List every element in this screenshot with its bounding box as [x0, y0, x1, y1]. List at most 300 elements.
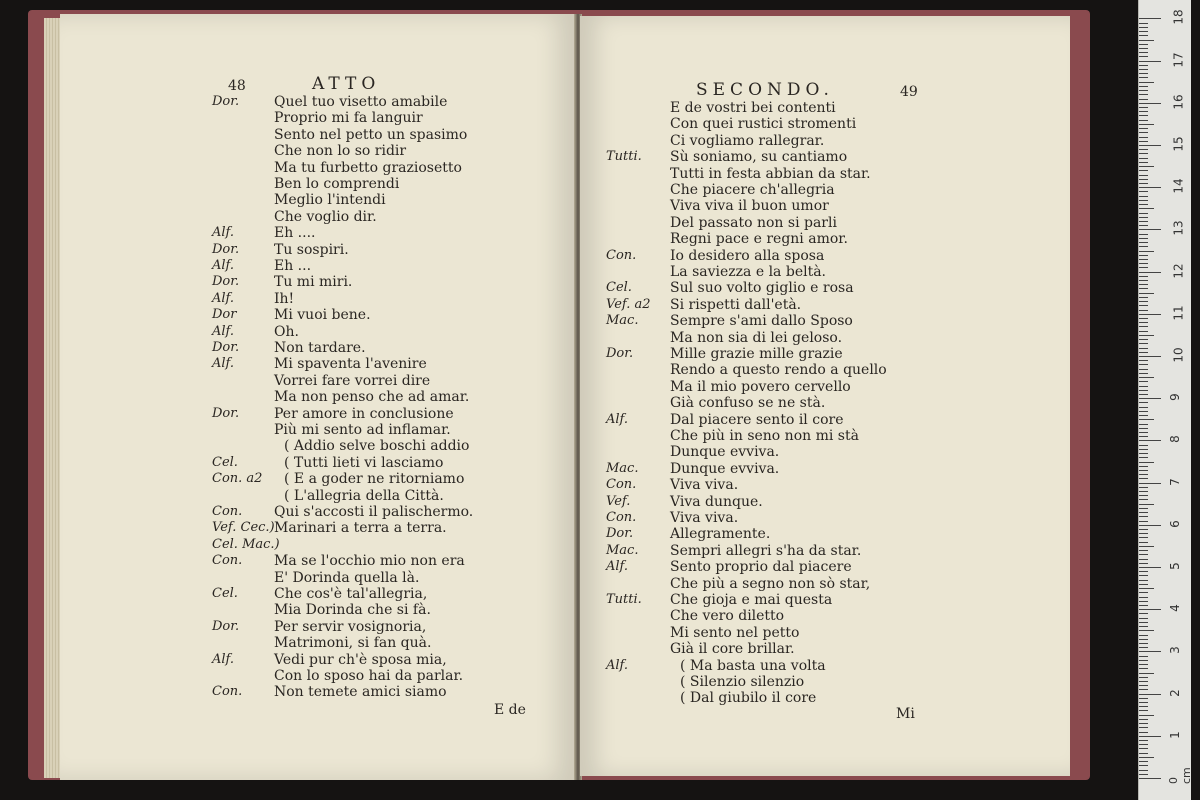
verse-line: Con quei rustici stromenti	[670, 116, 857, 133]
ruler-tick	[1139, 86, 1148, 87]
ruler-tick	[1139, 27, 1148, 28]
ruler-tick	[1139, 478, 1148, 479]
speaker-label: Alf.	[212, 290, 235, 306]
catchword: Mi	[896, 706, 915, 722]
ruler-tick	[1139, 757, 1154, 758]
verse-line: Tu sospiri.	[274, 241, 349, 258]
verse-line: Non tardare.	[274, 340, 366, 356]
ruler-tick	[1139, 533, 1148, 534]
ruler-tick	[1139, 398, 1161, 399]
ruler-tick	[1139, 272, 1161, 273]
ruler-tick	[1139, 251, 1154, 252]
verse-line: E' Dorinda quella là.	[274, 569, 420, 586]
verse-line: Mia Dorinda che si fà.	[274, 602, 431, 619]
verse-line: Vorrei fare vorrei dire	[274, 372, 431, 389]
verse-line: ( E a goder ne ritorniamo	[284, 471, 465, 488]
ruler-tick	[1139, 727, 1148, 728]
ruler-tick	[1139, 491, 1148, 492]
ruler-number: 12	[1171, 262, 1186, 279]
ruler-tick	[1139, 284, 1148, 285]
ruler-tick	[1139, 580, 1148, 581]
running-head: ATTO	[312, 74, 381, 94]
page-number: 49	[900, 84, 918, 100]
speaker-label: Con.	[606, 510, 637, 525]
verse-line: Qui s'accosti il palischermo.	[274, 504, 474, 520]
ruler-tick	[1139, 542, 1148, 543]
ruler-tick	[1139, 407, 1148, 408]
page-number: 48	[228, 78, 246, 94]
ruler-number: 14	[1171, 178, 1186, 194]
verse-line: Sempri allegri s'ha da star.	[670, 542, 862, 559]
ruler-tick	[1139, 48, 1148, 49]
ruler-tick	[1139, 65, 1148, 66]
verse-line: Con lo sposo hai da parlar.	[274, 668, 464, 684]
ruler-tick	[1139, 348, 1148, 349]
ruler-tick	[1139, 255, 1148, 256]
verse-line: Meglio l'intendi	[274, 192, 386, 209]
speaker-label: Alf.	[606, 657, 629, 673]
verse-line: Dunque evviva.	[670, 460, 780, 477]
ruler-tick	[1139, 512, 1148, 513]
speaker-label: Con.	[606, 477, 637, 493]
ruler-tick	[1139, 56, 1148, 57]
ruler-tick	[1139, 643, 1148, 644]
ruler-tick	[1139, 740, 1148, 741]
verse-line: Sento nel petto un spasimo	[274, 126, 468, 143]
ruler-tick	[1139, 221, 1148, 222]
ruler-tick	[1139, 369, 1148, 370]
ruler-tick	[1139, 394, 1148, 395]
ruler-tick	[1139, 381, 1148, 382]
ruler-tick	[1139, 694, 1161, 695]
ruler-tick	[1139, 466, 1148, 467]
verse-line: Già il core brillar.	[670, 641, 795, 658]
speaker-label: Alf.	[212, 323, 235, 339]
ruler-tick	[1139, 335, 1154, 336]
ruler-tick	[1139, 428, 1148, 429]
verse-line: E de vostri bei contenti	[670, 100, 836, 116]
ruler-tick	[1139, 301, 1148, 302]
speaker-label: Alf.	[606, 411, 629, 427]
ruler-tick	[1139, 331, 1148, 332]
ruler-tick	[1139, 436, 1148, 437]
ruler-tick	[1139, 529, 1148, 530]
ruler-tick	[1139, 424, 1148, 425]
verse-line: Ci vogliamo rallegrar.	[670, 132, 825, 149]
speaker-label: Dor.	[212, 241, 240, 257]
ruler-number: 2	[1167, 688, 1182, 697]
ruler-number: 1	[1167, 730, 1182, 739]
ruler-tick	[1139, 723, 1148, 724]
verse-line: Che voglio dir.	[274, 208, 377, 225]
ruler-unit: 0 cm	[1167, 767, 1193, 784]
ruler-tick	[1139, 508, 1148, 509]
verse-line: Ma se l'occhio mio non era	[274, 553, 465, 570]
ruler-tick	[1139, 322, 1148, 323]
running-head: SECONDO.	[696, 80, 834, 100]
ruler-tick	[1139, 736, 1161, 737]
verse-line: Mi sento nel petto	[670, 624, 800, 641]
ruler-tick	[1139, 685, 1148, 686]
ruler-tick	[1139, 453, 1148, 454]
verse-line: Mille grazie mille grazie	[670, 346, 843, 362]
verse-line: Viva viva.	[670, 477, 739, 494]
ruler-tick	[1139, 390, 1148, 391]
verse-line: ( Dal giubilo il core	[680, 690, 817, 707]
verse-line: Dal piacere sento il core	[670, 411, 844, 428]
verse-line: Ma il mio povero cervello	[670, 378, 851, 395]
ruler-tick	[1139, 702, 1148, 703]
speaker-label: Tutti.	[606, 592, 642, 607]
ruler-tick	[1139, 276, 1148, 277]
ruler-tick	[1139, 571, 1148, 572]
speaker-label: Alf.	[212, 651, 235, 667]
ruler-tick	[1139, 377, 1154, 378]
verse-line: Marinari a terra a terra.	[274, 520, 447, 537]
ruler-tick	[1139, 630, 1154, 631]
ruler-tick	[1139, 187, 1161, 188]
speaker-label: Con.	[212, 504, 243, 519]
ruler-tick	[1139, 567, 1161, 568]
verse-line: Che più in seno non mi stà	[670, 428, 859, 444]
verse-line: Quel tuo visetto amabile	[274, 94, 448, 110]
ruler-tick	[1139, 166, 1154, 167]
ruler-tick	[1139, 238, 1148, 239]
verse-line: ( Ma basta una volta	[680, 657, 826, 674]
verse-line: Tutti in festa abbian da star.	[670, 165, 871, 182]
verse-line: Sempre s'ami dallo Sposo	[670, 313, 853, 330]
ruler-tick	[1139, 660, 1148, 661]
ruler-tick	[1139, 52, 1148, 53]
ruler-tick	[1139, 124, 1154, 125]
ruler-tick	[1139, 639, 1148, 640]
ruler-tick	[1139, 744, 1148, 745]
verse-line: Ma non penso che ad amar.	[274, 389, 470, 406]
verse-line: Che vero diletto	[670, 608, 785, 625]
ruler-tick	[1139, 765, 1148, 766]
ruler-tick	[1139, 314, 1161, 315]
ruler-tick	[1139, 234, 1148, 235]
ruler-tick	[1139, 213, 1148, 214]
left-page	[60, 14, 576, 780]
ruler-tick	[1139, 748, 1148, 749]
verse-line: Più mi sento ad inflamar.	[274, 422, 451, 438]
ruler-tick	[1139, 305, 1148, 306]
verse-line: Che più a segno non sò star,	[670, 575, 871, 592]
speaker-label: Dor	[212, 307, 237, 323]
ruler-tick	[1139, 521, 1148, 522]
speaker-label: Cel.	[212, 586, 238, 601]
ruler-tick	[1139, 626, 1148, 627]
ruler-number: 8	[1167, 435, 1182, 444]
ruler-number: 7	[1167, 477, 1182, 486]
ruler-tick	[1139, 373, 1148, 374]
ruler-number: 10	[1171, 347, 1186, 363]
ruler-tick	[1139, 474, 1148, 475]
verse-line: Oh.	[274, 323, 299, 340]
verse-line: Io desidero alla sposa	[670, 247, 825, 264]
ruler-tick	[1139, 61, 1161, 62]
ruler-number: 17	[1171, 51, 1186, 68]
ruler-number: 15	[1171, 136, 1186, 152]
ruler-tick	[1139, 149, 1148, 150]
ruler-tick	[1139, 597, 1148, 598]
verse-line: Viva viva.	[670, 510, 739, 526]
speaker-label: Vef.	[606, 493, 631, 509]
ruler-tick	[1139, 559, 1148, 560]
ruler-tick	[1139, 339, 1148, 340]
ruler-tick	[1139, 710, 1148, 711]
ruler-tick	[1139, 141, 1148, 142]
speaker-label: Mac.	[606, 460, 639, 476]
ruler-number: 4	[1167, 604, 1182, 613]
ruler-tick	[1139, 402, 1148, 403]
verse-line: Sento proprio dal piacere	[670, 559, 852, 576]
ruler-tick	[1139, 128, 1148, 129]
ruler-tick	[1139, 732, 1148, 733]
verse-line: Non temete amici siamo	[274, 684, 447, 701]
ruler-tick	[1139, 778, 1161, 779]
speaker-label: Alf.	[212, 258, 235, 273]
right-page	[580, 16, 1070, 776]
speaker-label: Dor.	[212, 405, 240, 421]
ruler-tick	[1139, 546, 1154, 547]
ruler-tick	[1139, 753, 1148, 754]
ruler-number: 9	[1167, 393, 1182, 402]
verse-line: Rendo a questo rendo a quello	[670, 362, 887, 379]
verse-line: Sù soniamo, su cantiamo	[670, 149, 848, 166]
ruler-tick	[1139, 681, 1148, 682]
ruler-tick	[1139, 689, 1148, 690]
ruler-tick	[1139, 77, 1148, 78]
ruler-tick	[1139, 318, 1148, 319]
verse-line: Mi spaventa l'avenire	[274, 356, 427, 373]
ruler-tick	[1139, 352, 1148, 353]
verse-line: Viva viva il buon umor	[670, 198, 829, 215]
ruler-tick	[1139, 516, 1148, 517]
ruler-tick	[1139, 196, 1148, 197]
ruler-tick	[1139, 499, 1148, 500]
ruler-tick	[1139, 31, 1148, 32]
ruler-tick	[1139, 259, 1148, 260]
ruler-tick	[1139, 609, 1161, 610]
ruler-tick	[1139, 99, 1148, 100]
ruler-tick	[1139, 449, 1148, 450]
verse-line: Che gioja e mai questa	[670, 592, 833, 608]
ruler-tick	[1139, 356, 1161, 357]
ruler-tick	[1139, 23, 1148, 24]
verse-line: ( L'allegria della Città.	[284, 487, 444, 504]
ruler-tick	[1139, 605, 1148, 606]
ruler-tick	[1139, 415, 1148, 416]
verse-line: ( Addio selve boschi addio	[284, 438, 470, 455]
ruler-tick	[1139, 94, 1148, 95]
ruler-tick	[1139, 137, 1148, 138]
ruler-tick	[1139, 601, 1148, 602]
verse-line: La savіezza e la beltà.	[670, 264, 827, 280]
ruler-tick	[1139, 263, 1148, 264]
ruler-tick	[1139, 179, 1148, 180]
ruler-tick	[1139, 537, 1148, 538]
ruler-tick	[1139, 774, 1148, 775]
ruler-tick	[1139, 107, 1148, 108]
speaker-label: Con.	[212, 684, 243, 700]
ruler-tick	[1139, 677, 1148, 678]
ruler-tick	[1139, 115, 1148, 116]
ruler-tick	[1139, 90, 1148, 91]
ruler-tick	[1139, 550, 1148, 551]
ruler-number: 5	[1167, 562, 1182, 570]
ruler-tick	[1139, 229, 1161, 230]
ruler-tick	[1139, 673, 1154, 674]
ruler-tick	[1139, 647, 1148, 648]
ruler-tick	[1139, 120, 1148, 121]
ruler-tick	[1139, 495, 1148, 496]
ruler-tick	[1139, 525, 1161, 526]
ruler-tick	[1139, 487, 1148, 488]
ruler-tick	[1139, 651, 1161, 652]
verse-line: Eh ....	[274, 225, 316, 242]
verse-line: Proprio mi fa languir	[274, 110, 423, 127]
catchword: E de	[494, 702, 526, 718]
verse-line: Che non lo so ridir	[274, 143, 407, 160]
ruler-tick	[1139, 462, 1154, 463]
ruler-tick	[1139, 761, 1148, 762]
ruler-number: 11	[1171, 305, 1186, 321]
verse-line: Dunque evviva.	[670, 444, 780, 461]
ruler-tick	[1139, 386, 1148, 387]
ruler-tick	[1139, 208, 1154, 209]
speaker-label: Dor.	[212, 340, 240, 355]
verse-line: Ma tu furbetto graziosetto	[274, 159, 462, 176]
speaker-label: Tutti.	[606, 149, 642, 165]
ruler-tick	[1139, 297, 1148, 298]
speaker-label: Mac.	[606, 542, 639, 558]
speaker-label: Cel.	[606, 280, 632, 296]
ruler-tick	[1139, 280, 1148, 281]
ruler-tick	[1139, 440, 1161, 441]
ruler-number: 13	[1171, 220, 1186, 237]
ruler-tick	[1139, 470, 1148, 471]
ruler-tick	[1139, 618, 1148, 619]
verse-line: Che cos'è tal'allegria,	[274, 586, 428, 602]
speaker-label: Dor.	[212, 94, 240, 109]
ruler-tick	[1139, 162, 1148, 163]
speaker-label: Alf.	[212, 225, 235, 241]
verse-line: Viva dunque.	[670, 493, 763, 510]
ruler-tick	[1139, 310, 1148, 311]
speaker-label: Dor.	[606, 526, 634, 542]
speaker-label: Con.	[212, 553, 243, 569]
verse-line: Mi vuoi bene.	[274, 307, 371, 324]
ruler-tick	[1139, 326, 1148, 327]
verse-line: ( Tutti lieti vi lasciamo	[284, 454, 444, 471]
speaker-label: Dor.	[606, 346, 634, 361]
ruler-tick	[1139, 200, 1148, 201]
verse-line: Per servir vosignoria,	[274, 618, 427, 635]
ruler-tick	[1139, 82, 1154, 83]
ruler-tick	[1139, 267, 1148, 268]
ruler-tick	[1139, 770, 1148, 771]
ruler-tick	[1139, 191, 1148, 192]
ruler-tick	[1139, 343, 1148, 344]
verse-line: Già confuso se ne stà.	[670, 395, 826, 412]
verse-line: Si rispetti dall'età.	[670, 296, 802, 313]
ruler-tick	[1139, 698, 1148, 699]
verse-line: Sul suo volto giglio e rosa	[670, 280, 854, 297]
speaker-label: Cel. Mac.)	[212, 536, 280, 552]
ruler-tick	[1139, 242, 1148, 243]
ruler-number: 18	[1171, 9, 1186, 26]
verse-line: Del passato non si parli	[670, 214, 837, 231]
ruler-tick	[1139, 706, 1148, 707]
verse-line: Ma non sia di lei geloso.	[670, 329, 843, 346]
verse-line: ( Silenzio silenzio	[680, 674, 805, 690]
verse-line: Regni pace e regni amor.	[670, 231, 848, 248]
ruler-tick	[1139, 719, 1148, 720]
ruler-number: 6	[1167, 519, 1182, 528]
ruler-tick	[1139, 73, 1148, 74]
ruler-tick	[1139, 111, 1148, 112]
verse-line: Matrimoni, si fan quà.	[274, 635, 432, 652]
ruler-tick	[1139, 204, 1148, 205]
speaker-label: Con.	[606, 247, 637, 263]
speaker-label: Dor.	[212, 274, 240, 290]
ruler-tick	[1139, 44, 1148, 45]
speaker-label: Con. a2	[212, 471, 263, 487]
verse-line: Ih!	[274, 290, 295, 307]
ruler-tick	[1139, 668, 1148, 669]
ruler-number: 3	[1167, 646, 1182, 655]
verse-line: Vedi pur ch'è sposa mia,	[274, 651, 447, 668]
ruler-tick	[1139, 483, 1161, 484]
verse-line: Eh ...	[274, 258, 312, 274]
ruler-tick	[1139, 635, 1148, 636]
ruler-tick	[1139, 145, 1161, 146]
ruler-tick	[1139, 575, 1148, 576]
ruler-tick	[1139, 170, 1148, 171]
ruler-tick	[1139, 554, 1148, 555]
ruler-tick	[1139, 613, 1148, 614]
ruler-tick	[1139, 360, 1148, 361]
speaker-label: Alf.	[212, 356, 235, 372]
ruler-tick	[1139, 715, 1154, 716]
speaker-label: Mac.	[606, 313, 639, 329]
ruler-tick	[1139, 158, 1148, 159]
ruler-tick	[1139, 18, 1161, 19]
ruler-tick	[1139, 584, 1148, 585]
ruler-tick	[1139, 432, 1148, 433]
measuring-ruler	[1138, 0, 1191, 800]
ruler-tick	[1139, 411, 1148, 412]
ruler-tick	[1139, 419, 1154, 420]
ruler-tick	[1139, 445, 1148, 446]
ruler-tick	[1139, 656, 1148, 657]
ruler-tick	[1139, 217, 1148, 218]
verse-line: Per amore in conclusione	[274, 405, 454, 422]
ruler-tick	[1139, 664, 1148, 665]
ruler-tick	[1139, 183, 1148, 184]
ruler-tick	[1139, 288, 1148, 289]
ruler-tick	[1139, 588, 1154, 589]
ruler-tick	[1139, 364, 1148, 365]
ruler-tick	[1139, 132, 1148, 133]
speaker-label: Vef. Cec.)	[212, 520, 275, 536]
ruler-tick	[1139, 153, 1148, 154]
speaker-label: Cel.	[212, 454, 238, 470]
ruler-tick	[1139, 563, 1148, 564]
verse-line: Tu mi miri.	[274, 274, 353, 291]
